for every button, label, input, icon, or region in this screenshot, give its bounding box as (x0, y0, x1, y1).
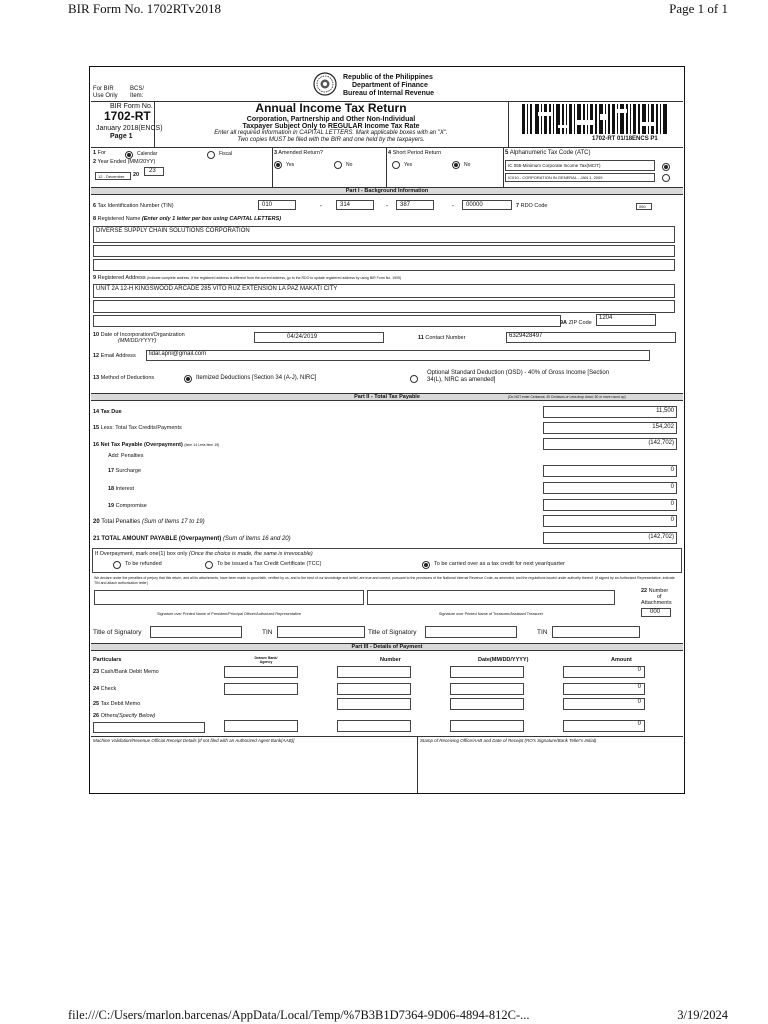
tin-part-1[interactable]: 010 (258, 200, 296, 210)
attachments-label: Attachments (641, 600, 672, 606)
tcc-radio[interactable] (205, 561, 213, 569)
net-tax-label: Net Tax Payable (Overpayment) (100, 442, 183, 448)
republic-text: Republic of the Philippines (343, 74, 433, 81)
amended-no-label: No (346, 162, 353, 168)
cash-number-field[interactable] (337, 666, 411, 678)
title-signatory-field-1[interactable] (150, 626, 242, 638)
item-label: Item: (130, 93, 144, 99)
machine-validation-label: Machine Validation/Revenue Official Receipt Details [If not filed with an Authorized Agent Bank(AAB)] (93, 738, 295, 743)
title-signatory-label-2: Title of Signatory (368, 629, 417, 636)
fiscal-label: Fiscal (219, 151, 233, 157)
itemized-radio[interactable] (184, 375, 192, 383)
title-signatory-field-2[interactable] (425, 626, 517, 638)
interest-field[interactable]: 0 (543, 482, 677, 494)
others-date-field[interactable] (450, 720, 524, 732)
cash-label: Cash/Bank Debit Memo (100, 669, 159, 675)
tax-credits-label: Less: Total Tax Credits/Payments (100, 425, 182, 431)
stamp-label: Stamp of Receiving Office/AAB and Date of Receipt (RO's Signature/Bank Teller's Initial) (420, 738, 597, 743)
form-instruction-2: Two copies MUST be filed with the BIR and one held by the taxpayers. (237, 137, 425, 143)
use-only-label: Use Only (93, 93, 118, 99)
check-number-field[interactable] (337, 683, 411, 695)
form-no: 1702-RT (104, 109, 151, 123)
part1-header: Part I - Background Information (91, 187, 683, 195)
cash-amount-field[interactable]: 0 (563, 666, 645, 678)
department-text: Department of Finance (352, 82, 428, 89)
others-label: Others (100, 713, 118, 719)
registered-address-field-3[interactable] (93, 315, 561, 327)
incorporation-format: (MM/DD/YYYY) (118, 338, 157, 344)
carry-over-label: To be carried over as a tax credit for next year/quarter (434, 561, 565, 567)
item2-label: Year Ended (MM/20YY) (97, 159, 156, 165)
year-prefix: 20 (133, 172, 140, 178)
part2-header: Part II - Total Tax Payable (91, 393, 683, 401)
signature-treasurer-label: Signature over Printed Name of Treasurer/Assistant Treasurer (438, 612, 544, 616)
item3-label: Amended Return? (278, 150, 323, 156)
refund-label: To be refunded (125, 561, 162, 567)
refund-radio[interactable] (113, 561, 121, 569)
osd-radio[interactable] (410, 375, 418, 383)
name-note: (Enter only 1 letter per box using CAPITAL LETTERS) (141, 216, 282, 222)
signature-president-label: Signature over Printed Name of President/Principal Officer/Authorized Representative (157, 612, 301, 616)
tax-debit-date-field[interactable] (450, 698, 524, 710)
tax-debit-amount-field[interactable]: 0 (563, 698, 645, 710)
atc-mcit-field[interactable]: IC 055-Minimum Corporate Income Tax(MCIT) (505, 160, 655, 171)
tin-label-1: TIN (262, 629, 273, 636)
amended-no-radio[interactable] (334, 161, 342, 169)
registered-name-field[interactable]: DIVERSE SUPPLY CHAIN SOLUTIONS CORPORATION (93, 226, 675, 243)
compromise-field[interactable]: 0 (543, 499, 677, 511)
col-date: Date(MM/DD/YYYY) (478, 657, 529, 663)
address-label: Registered Address (97, 275, 146, 281)
others-number-field[interactable] (337, 720, 411, 732)
tax-debit-number-field[interactable] (337, 698, 411, 710)
total-payable-label: TOTAL AMOUNT PAYABLE (Overpayment) (101, 536, 222, 542)
amended-yes-radio[interactable] (274, 161, 282, 169)
bcs-label: BCS/ (130, 86, 145, 92)
tax-credits-field[interactable]: 154,202 (543, 422, 677, 434)
add-penalties-label: Add: Penalties (108, 453, 144, 459)
incorporation-date-field[interactable]: 04/24/2019 (254, 332, 384, 343)
form-title: Annual Income Tax Return (255, 101, 407, 115)
others-amount-field[interactable]: 0 (563, 720, 645, 732)
tin-field-1[interactable] (277, 626, 365, 638)
rdo-field[interactable]: 050 (636, 203, 652, 210)
contact-label: Contact Number (425, 335, 466, 341)
atc-general-field[interactable]: IC010 - CORPORATION IN GENERAL - JAN 1, 2009 (505, 173, 655, 182)
contact-number-field[interactable]: 6329428497 (506, 332, 676, 343)
surcharge-field[interactable]: 0 (543, 465, 677, 477)
osd-label-2: 34(L), NIRC as amended] (427, 377, 496, 383)
tax-debit-label: Tax Debit Memo (100, 701, 141, 707)
signature-president-field[interactable] (94, 590, 364, 605)
form-subtitle-1: Corporation, Partnership and Other Non-Individual (246, 116, 416, 123)
email-label: Email Address (100, 353, 136, 359)
check-drawee-field[interactable] (224, 683, 298, 695)
tin-part-3[interactable]: 387 (396, 200, 434, 210)
total-penalties-label: Total Penalties (101, 519, 141, 525)
short-no-radio[interactable] (452, 161, 460, 169)
email-field[interactable]: lidal.april@gmail.com (146, 350, 650, 361)
net-tax-field[interactable]: (142,702) (543, 438, 677, 450)
month-field[interactable]: 12 - December (95, 172, 131, 180)
calendar-radio[interactable] (125, 151, 133, 159)
total-payable-field[interactable]: (142,702) (543, 532, 677, 544)
registered-address-field-2[interactable] (93, 300, 675, 313)
col-drawee: Drawee Bank/ Agency (254, 656, 278, 664)
rdo-label: RDO Code (520, 203, 548, 209)
tin-field-2[interactable] (552, 626, 640, 638)
interest-label: Interest (115, 486, 134, 492)
barcode-icon (520, 104, 670, 134)
page-number: Page 1 (110, 133, 133, 140)
carry-over-radio[interactable] (422, 561, 430, 569)
print-footer-date: 3/19/2024 (677, 1008, 728, 1022)
attachments-field[interactable]: 000 (641, 608, 671, 617)
itemized-label: Itemized Deductions [Section 34 (A-J), NIRC] (196, 375, 317, 381)
tin-label-2: TIN (537, 629, 548, 636)
col-number: Number (380, 657, 401, 663)
tin-part-2[interactable]: 314 (336, 200, 374, 210)
print-header-page: Page 1 of 1 (669, 1, 728, 16)
short-yes-radio[interactable] (392, 161, 400, 169)
surcharge-label: Surcharge (115, 468, 142, 474)
osd-label-1: Optional Standard Deduction (OSD) - 40% of Gross Income [Section (427, 370, 610, 376)
print-header-title: BIR Form No. 1702RTv2018 (68, 1, 222, 16)
cash-drawee-field[interactable] (224, 666, 298, 678)
name-label: Registered Name (97, 216, 141, 222)
atc-mcit-radio[interactable] (662, 163, 670, 171)
form-instruction-1: Enter all required information in CAPITAL LETTERS. Mark applicable boxes with an "X". (214, 130, 448, 136)
tax-due-label: Tax Due (100, 409, 122, 415)
tin-label: Tax Identification Number (TIN) (97, 203, 174, 209)
part2-note: (Do NOT enter Centavos; 49 Centavos or Less drop down; 50 or more round up) (508, 395, 626, 399)
tin-branch[interactable]: 00000 (462, 200, 512, 210)
registered-address-field[interactable]: UNIT 2A 12-H KINGSWOOD ARCADE 285 VITO RUZ EXTENSION LA PAZ MAKATI CITY (93, 284, 675, 298)
bureau-text: Bureau of Internal Revenue (343, 90, 435, 97)
others-specify-field[interactable] (93, 722, 205, 733)
bir-seal-icon (313, 72, 337, 96)
zip-field[interactable]: 1204 (596, 314, 656, 326)
item1-label: For (97, 150, 106, 156)
barcode-code: 1702-RT 01/18ENCS P1 (592, 136, 658, 142)
check-date-field[interactable] (450, 683, 524, 695)
registered-name-field-2[interactable] (93, 245, 675, 257)
address-note: (Indicate complete address. If the registered address is different from the current address, go to the RDO to update registered address by using BIR Form No. 1905) (147, 276, 402, 280)
total-penalties-field[interactable]: 0 (543, 515, 677, 527)
amended-yes-label: Yes (286, 162, 295, 168)
print-footer-path: file:///C:/Users/marlon.barcenas/AppData/Local/Temp/%7B3B1D7364-9D06-4894-812C-... (68, 1008, 530, 1022)
tax-due-field[interactable]: 11,500 (543, 406, 677, 418)
overpay-label: If Overpayment, mark one(1) box only (95, 551, 188, 557)
short-yes-label: Yes (404, 162, 413, 168)
item5-label: Alphanumeric Tax Code (ATC) (509, 150, 591, 156)
short-no-label: No (464, 162, 471, 168)
check-amount-field[interactable]: 0 (563, 683, 645, 695)
incorporation-label: Date of Incorporation/Organization (100, 332, 185, 338)
title-signatory-label-1: Title of Signatory (93, 629, 142, 636)
signature-treasurer-field[interactable] (367, 590, 615, 605)
col-amount: Amount (611, 657, 632, 663)
cash-date-field[interactable] (450, 666, 524, 678)
fiscal-radio[interactable] (207, 151, 215, 159)
others-drawee-field[interactable] (224, 720, 298, 732)
check-label: Check (100, 686, 117, 692)
calendar-label: Calendar (137, 151, 158, 157)
form-subtitle-2: Taxpayer Subject Only to REGULAR Income Tax Rate (242, 123, 420, 130)
col-particulars: Particulars (93, 657, 122, 663)
part3-header: Part III - Details of Payment (91, 643, 683, 651)
compromise-label: Compromise (115, 503, 147, 509)
deduction-label: Method of Deductions (100, 375, 155, 381)
year-field[interactable]: 23 (144, 167, 164, 176)
atc-general-radio[interactable] (662, 174, 670, 182)
tcc-label: To be issued a Tax Credit Certificate (TCC) (217, 561, 322, 567)
declaration-text: We declare under the penalties of perjury that this return, and all its attachments, have been made in good faith, verified by us, and to the best of our knowledge and belief, are true and correct, pursuant to the provisions of the National Internal Revenue Code, as amended, and the regulations issued under authority thereof. (If signed by an Authorized Representative, indicate TIN and attach authorization letter) (94, 576, 675, 585)
registered-name-field-3[interactable] (93, 259, 675, 271)
zip-label: ZIP Code (568, 320, 592, 326)
item4-label: Short Period Return (392, 150, 442, 156)
for-bir-label: For BIR (93, 86, 114, 92)
form-no-label: BIR Form No. (110, 103, 153, 110)
form-date: January 2018(ENCS) (96, 125, 163, 132)
